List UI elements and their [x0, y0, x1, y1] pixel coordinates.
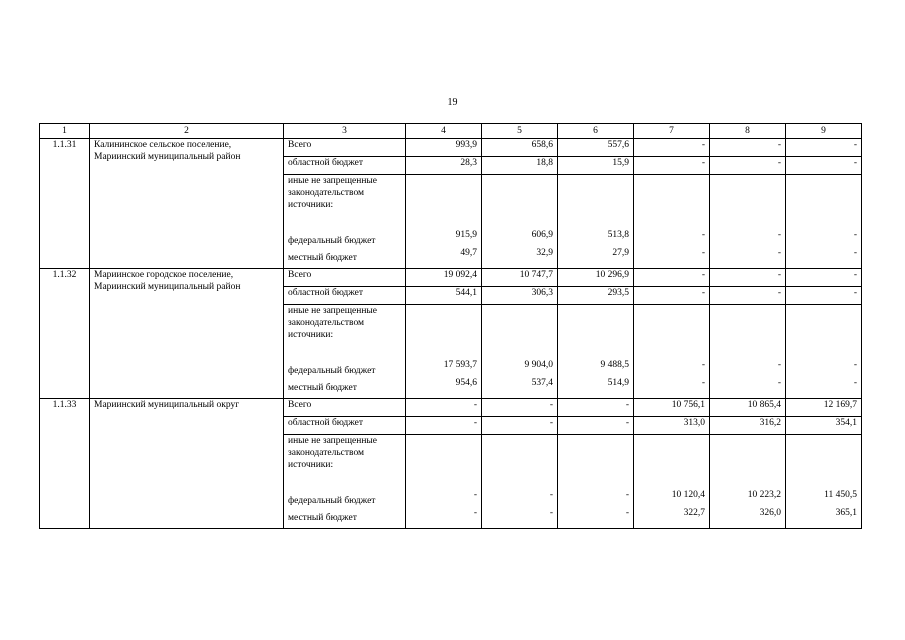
value-cell: 606,9 — [482, 229, 558, 247]
entry-name: Мариинский муниципальный округ — [90, 399, 284, 529]
value-cell: - — [482, 399, 558, 417]
value-cell: 365,1 — [786, 507, 862, 529]
value-cell: - — [634, 287, 710, 305]
value-cell: - — [710, 229, 786, 247]
value-cell: 915,9 — [406, 229, 482, 247]
value-cell: 10 747,7 — [482, 269, 558, 287]
row-label-regional: областной бюджет — [284, 287, 406, 305]
value-cell: - — [786, 139, 862, 157]
empty-cell — [482, 305, 558, 359]
value-cell: 32,9 — [482, 247, 558, 269]
column-header: 5 — [482, 124, 558, 139]
table-row — [40, 139, 862, 157]
value-cell: - — [786, 377, 862, 399]
value-cell: - — [710, 269, 786, 287]
value-cell: - — [558, 417, 634, 435]
value-cell: - — [482, 417, 558, 435]
empty-cell — [786, 175, 862, 229]
value-cell: - — [634, 247, 710, 269]
empty-cell — [558, 305, 634, 359]
table-row — [40, 269, 862, 287]
value-cell: 316,2 — [710, 417, 786, 435]
value-cell: 19 092,4 — [406, 269, 482, 287]
value-cell: 322,7 — [634, 507, 710, 529]
value-cell: 513,8 — [558, 229, 634, 247]
empty-cell — [634, 175, 710, 229]
value-cell: - — [634, 377, 710, 399]
row-label-total: Всего — [284, 139, 406, 157]
empty-cell — [786, 305, 862, 359]
value-cell: 18,8 — [482, 157, 558, 175]
value-cell: - — [558, 507, 634, 529]
value-cell: - — [406, 417, 482, 435]
value-cell: - — [786, 269, 862, 287]
entry-name: Мариинское городское поселение, Мариинский муниципальный район — [90, 269, 284, 399]
value-cell: - — [406, 507, 482, 529]
empty-cell — [710, 305, 786, 359]
value-cell: - — [710, 139, 786, 157]
row-label-federal: федеральный бюджет — [284, 359, 406, 377]
column-header: 1 — [40, 124, 90, 139]
empty-cell — [786, 435, 862, 489]
value-cell: 10 756,1 — [634, 399, 710, 417]
column-header: 4 — [406, 124, 482, 139]
value-cell: 326,0 — [710, 507, 786, 529]
value-cell: 15,9 — [558, 157, 634, 175]
column-header: 9 — [786, 124, 862, 139]
value-cell: 28,3 — [406, 157, 482, 175]
empty-cell — [710, 435, 786, 489]
value-cell: - — [634, 359, 710, 377]
table-header-row — [40, 124, 862, 139]
value-cell: - — [558, 489, 634, 507]
page-number: 19 — [447, 97, 458, 108]
value-cell: 514,9 — [558, 377, 634, 399]
value-cell: - — [786, 287, 862, 305]
value-cell: 10 296,9 — [558, 269, 634, 287]
value-cell: 11 450,5 — [786, 489, 862, 507]
empty-cell — [406, 435, 482, 489]
value-cell: 954,6 — [406, 377, 482, 399]
value-cell: 27,9 — [558, 247, 634, 269]
value-cell: - — [406, 489, 482, 507]
empty-cell — [634, 435, 710, 489]
value-cell: - — [786, 157, 862, 175]
value-cell: - — [482, 489, 558, 507]
row-label-total: Всего — [284, 399, 406, 417]
value-cell: 306,3 — [482, 287, 558, 305]
row-label-federal: федеральный бюджет — [284, 489, 406, 507]
row-label-regional: областной бюджет — [284, 157, 406, 175]
value-cell: 12 169,7 — [786, 399, 862, 417]
empty-cell — [558, 175, 634, 229]
value-cell: - — [634, 229, 710, 247]
value-cell: 9 904,0 — [482, 359, 558, 377]
value-cell: 354,1 — [786, 417, 862, 435]
value-cell: - — [406, 399, 482, 417]
value-cell: - — [786, 359, 862, 377]
value-cell: 17 593,7 — [406, 359, 482, 377]
row-label-regional: областной бюджет — [284, 417, 406, 435]
value-cell: - — [710, 247, 786, 269]
entry-code: 1.1.33 — [40, 399, 90, 529]
column-header: 8 — [710, 124, 786, 139]
value-cell: 10 120,4 — [634, 489, 710, 507]
value-cell: - — [482, 507, 558, 529]
column-header: 2 — [90, 124, 284, 139]
value-cell: - — [558, 399, 634, 417]
value-cell: - — [634, 269, 710, 287]
value-cell: - — [786, 229, 862, 247]
value-cell: 658,6 — [482, 139, 558, 157]
value-cell: 537,4 — [482, 377, 558, 399]
row-label-total: Всего — [284, 269, 406, 287]
empty-cell — [482, 435, 558, 489]
entry-name: Калининское сельское поселение, Мариинский муниципальный район — [90, 139, 284, 269]
value-cell: - — [786, 247, 862, 269]
empty-cell — [406, 305, 482, 359]
value-cell: 9 488,5 — [558, 359, 634, 377]
empty-cell — [482, 175, 558, 229]
row-label-local: местный бюджет — [284, 247, 406, 269]
row-label-other-sources: иные не запрещенные законодательством источники: — [284, 175, 406, 229]
row-label-other-sources: иные не запрещенные законодательством источники: — [284, 305, 406, 359]
value-cell: 293,5 — [558, 287, 634, 305]
value-cell: - — [710, 287, 786, 305]
empty-cell — [406, 175, 482, 229]
value-cell: 557,6 — [558, 139, 634, 157]
value-cell: - — [710, 157, 786, 175]
row-label-other-sources: иные не запрещенные законодательством источники: — [284, 435, 406, 489]
value-cell: - — [634, 139, 710, 157]
column-header: 6 — [558, 124, 634, 139]
row-label-local: местный бюджет — [284, 377, 406, 399]
value-cell: 313,0 — [634, 417, 710, 435]
value-cell: 544,1 — [406, 287, 482, 305]
entry-code: 1.1.32 — [40, 269, 90, 399]
empty-cell — [558, 435, 634, 489]
empty-cell — [634, 305, 710, 359]
column-header: 7 — [634, 124, 710, 139]
value-cell: - — [634, 157, 710, 175]
table-row — [40, 399, 862, 417]
value-cell: - — [710, 359, 786, 377]
value-cell: 10 223,2 — [710, 489, 786, 507]
value-cell: 993,9 — [406, 139, 482, 157]
value-cell: 10 865,4 — [710, 399, 786, 417]
value-cell: 49,7 — [406, 247, 482, 269]
column-header: 3 — [284, 124, 406, 139]
budget-table — [39, 123, 862, 529]
row-label-federal: федеральный бюджет — [284, 229, 406, 247]
value-cell: - — [710, 377, 786, 399]
entry-code: 1.1.31 — [40, 139, 90, 269]
empty-cell — [710, 175, 786, 229]
row-label-local: местный бюджет — [284, 507, 406, 529]
